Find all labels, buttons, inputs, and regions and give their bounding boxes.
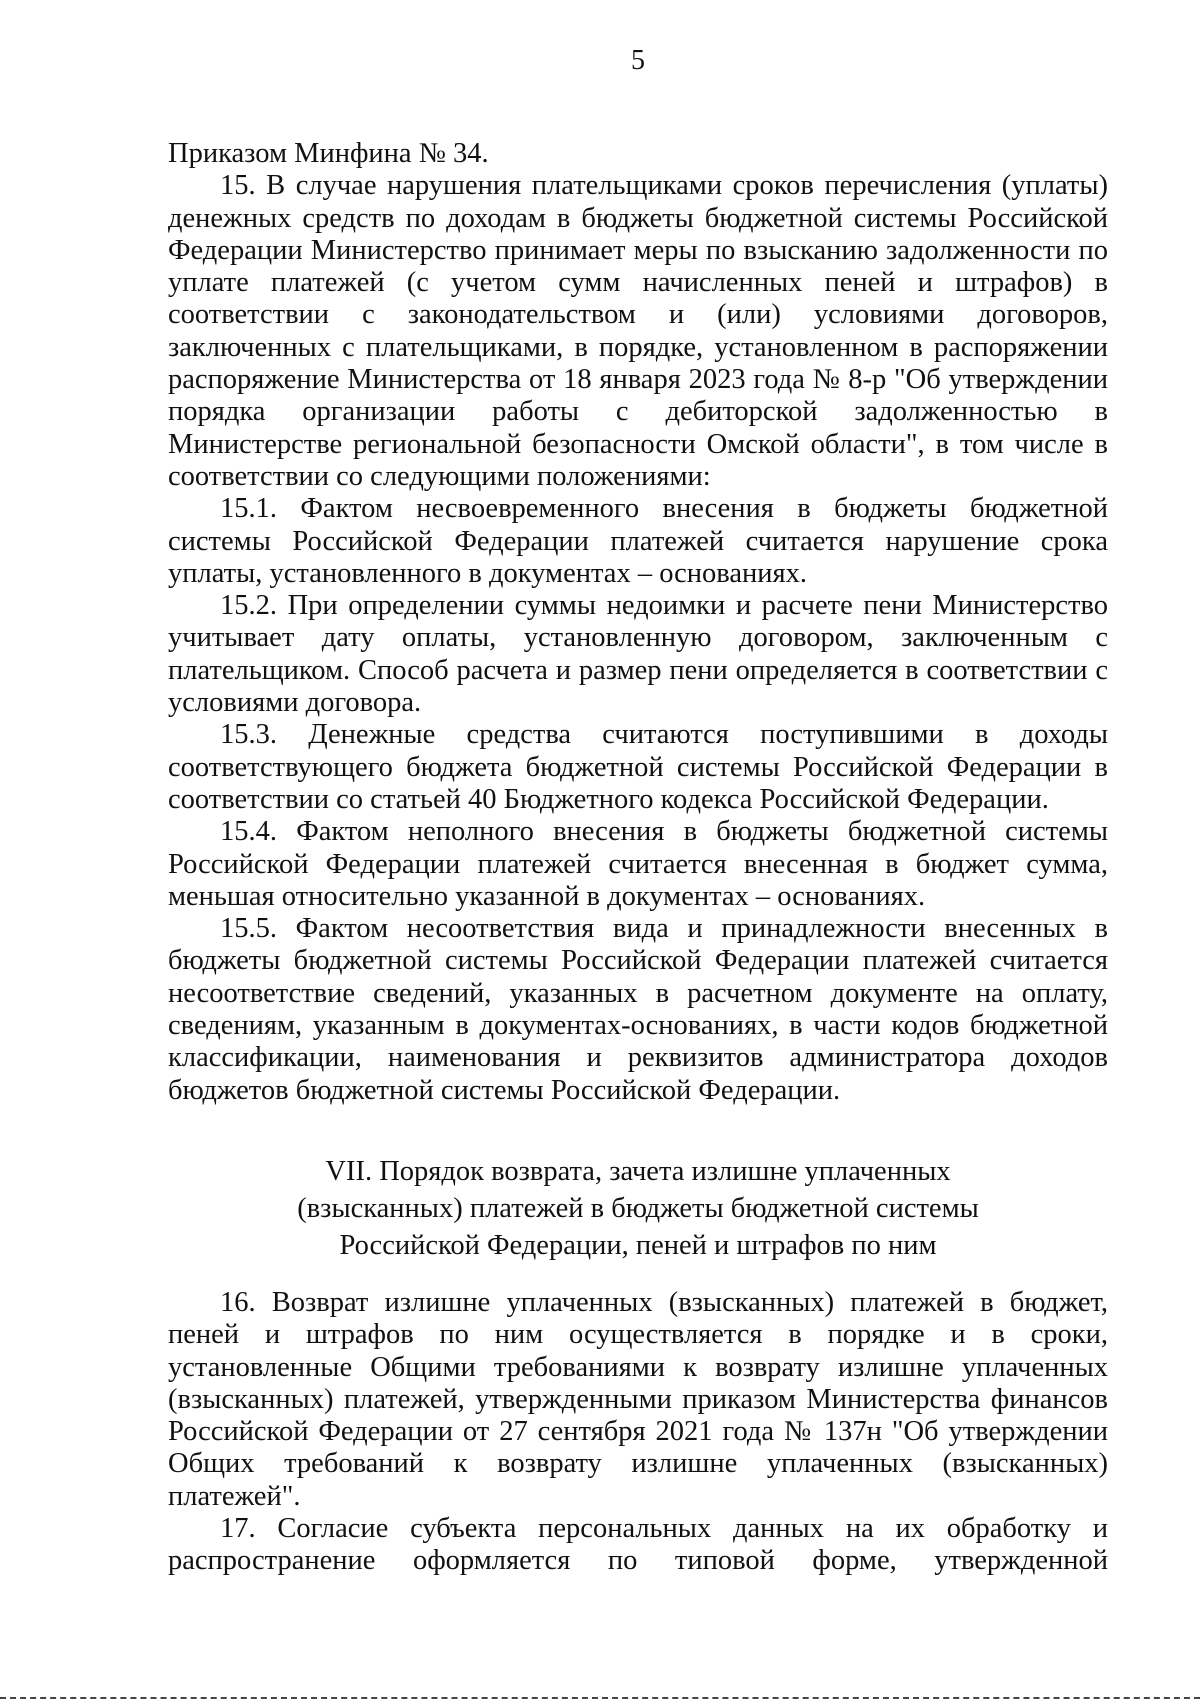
section-heading-line-2: (взысканных) платежей в бюджеты бюджетной системы — [297, 1193, 979, 1224]
paragraph-15-3: 15.3. Денежные средства считаются поступившими в доходы соответствующего бюджета бюджетной системы Российской Федерации в соответствии со статьей 40 Бюджетного кодекса Российской Федерации. — [168, 719, 1108, 815]
paragraph-16: 16. Возврат излишне уплаченных (взысканных) платежей в бюджет, пеней и штрафов по ним осуществляется в порядке и в сроки, установленные Общими требованиями к возврату излишне уплаченных (взысканных) платежей, утвержденными приказом Министерства финансов Российской Федерации от 27 сентября 2021 года № 137н "Об утверждении Общих требований к возврату излишне уплаченных (взысканных) платежей". — [168, 1287, 1108, 1512]
paragraph-ref-continuation: Приказом Минфина № 34. — [168, 138, 489, 169]
paragraph-17: 17. Согласие субъекта персональных данных на их обработку и распространение оформляется по типовой форме, утвержденной — [168, 1513, 1108, 1577]
paragraph-15-2: 15.2. При определении суммы недоимки и расчете пени Министерство учитывает дату оплаты, установленную договором, заключенным с плательщиком. Способ расчета и размер пени определяется в соответствии с условиями договора. — [168, 590, 1108, 719]
section-heading-line-3: Российской Федерации, пеней и штрафов по ним — [339, 1230, 937, 1261]
page-number: 5 — [631, 45, 645, 76]
section-heading-line-1: VII. Порядок возврата, зачета излишне уплаченных — [325, 1156, 951, 1187]
body-text-upper — [168, 138, 1108, 1107]
scan-edge-line — [0, 1697, 1200, 1699]
paragraph-15-4: 15.4. Фактом неполного внесения в бюджеты бюджетной системы Российской Федерации платежей считается внесенная в бюджет сумма, меньшая относительно указанной в документах – основаниях. — [168, 816, 1108, 912]
section-heading — [168, 1153, 1108, 1264]
paragraph-15-5: 15.5. Фактом несоответствия вида и принадлежности внесенных в бюджеты бюджетной системы Российской Федерации платежей считается несоответствие сведений, указанных в расчетном документе на оплату, сведениям, указанным в документах-основаниях, в части кодов бюджетной классификации, наименования и реквизитов администратора доходов бюджетов бюджетной системы Российской Федерации. — [168, 913, 1108, 1106]
body-text-lower — [168, 1287, 1108, 1578]
paragraph-15: 15. В случае нарушения плательщиками сроков перечисления (уплаты) денежных средств по доходам в бюджеты бюджетной системы Российской Федерации Министерство принимает меры по взысканию задолженности по уплате платежей (с учетом сумм начисленных пеней и штрафов) в соответствии с законодательством и (или) условиями договоров, заключенных с плательщиками, в порядке, установленном в распоряжении распоряжение Министерства от 18 января 2023 года № 8-р "Об утверждении порядка организации работы с дебиторской задолженностью в Министерстве региональной безопасности Омской области", в том числе в соответствии со следующими положениями: — [168, 170, 1108, 492]
paragraph-15-1: 15.1. Фактом несвоевременного внесения в бюджеты бюджетной системы Российской Федерации платежей считается нарушение срока уплаты, установленного в документах – основаниях. — [168, 493, 1108, 589]
